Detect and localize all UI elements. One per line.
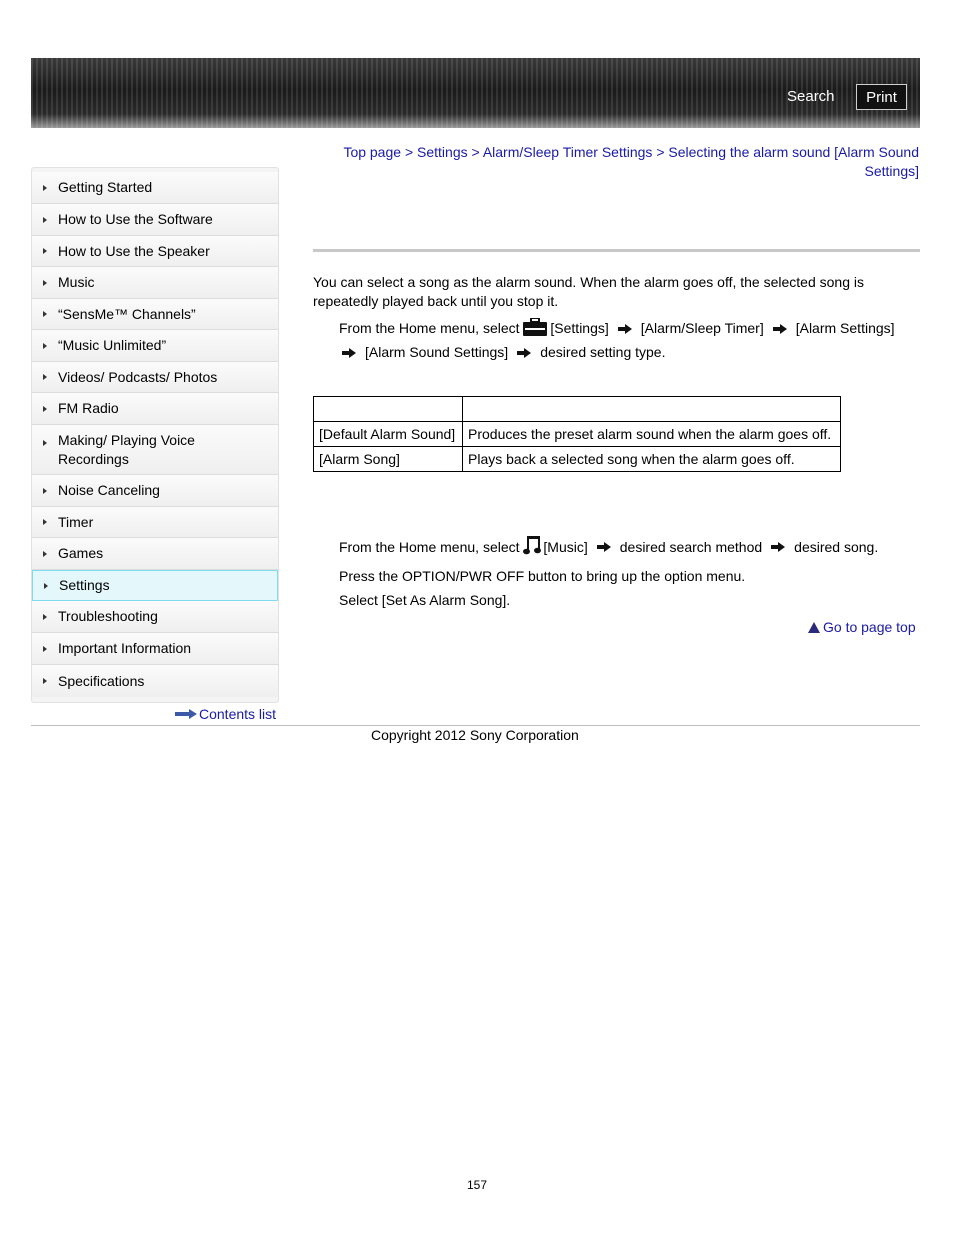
sidebar-item-games[interactable] bbox=[32, 538, 278, 570]
arrow-right-icon bbox=[597, 542, 611, 552]
triangle-right-icon bbox=[43, 614, 47, 620]
table-header-cell bbox=[463, 397, 841, 422]
triangle-right-icon bbox=[43, 678, 47, 684]
sidebar-item-label: Timer bbox=[58, 513, 94, 530]
step-4: Select [Set As Alarm Song]. bbox=[339, 592, 511, 608]
sidebar-item-label: Music bbox=[58, 274, 95, 290]
table-cell-name: [Default Alarm Sound] bbox=[314, 422, 463, 447]
step-text: desired song. bbox=[794, 538, 879, 555]
sidebar-item-label: Games bbox=[58, 545, 104, 561]
print-button[interactable]: Print bbox=[856, 84, 907, 110]
arrow-right-icon bbox=[618, 324, 632, 334]
table-header-row bbox=[314, 397, 841, 422]
triangle-right-icon bbox=[43, 551, 47, 557]
search-link[interactable]: Search bbox=[787, 88, 835, 105]
sidebar-item-getting-started[interactable] bbox=[32, 172, 278, 204]
step-3: Press the OPTION/PWR OFF button to bring up the option menu. bbox=[339, 568, 746, 584]
arrow-right-icon bbox=[175, 709, 197, 719]
table-row bbox=[314, 422, 841, 447]
sidebar-item-label: Making/ Playing Voice Recordings bbox=[58, 431, 195, 467]
step-text: [Music] bbox=[543, 538, 588, 555]
breadcrumb-separator: > bbox=[656, 144, 665, 160]
intro-text: You can select a song as the alarm sound. When the alarm goes off, the selected song is repeatedly played back until you stop it. bbox=[313, 274, 865, 309]
sidebar-item-label: Important Information bbox=[58, 640, 192, 656]
sidebar-item-timer[interactable] bbox=[32, 507, 278, 538]
triangle-right-icon bbox=[43, 343, 47, 349]
breadcrumb-alarm-sleep[interactable]: Alarm/Sleep Timer Settings bbox=[482, 144, 653, 160]
contents-list-label: Contents list bbox=[199, 706, 277, 722]
footer-divider bbox=[31, 725, 920, 726]
sidebar-item-label: How to Use the Speaker bbox=[58, 242, 210, 259]
sidebar-item-videos[interactable] bbox=[32, 362, 278, 393]
sidebar-item-troubleshooting[interactable] bbox=[32, 601, 278, 633]
settings-table bbox=[313, 396, 841, 472]
sidebar-item-voice-recordings[interactable] bbox=[32, 425, 278, 475]
triangle-right-icon bbox=[43, 185, 47, 191]
table-cell-desc: Produces the preset alarm sound when the alarm goes off. bbox=[463, 422, 841, 447]
title-divider bbox=[313, 249, 920, 252]
sidebar-item-label: Troubleshooting bbox=[58, 608, 158, 624]
arrow-right-icon bbox=[773, 324, 787, 334]
sidebar-item-label: Videos/ Podcasts/ Photos bbox=[58, 368, 218, 385]
sidebar-item-specifications[interactable] bbox=[32, 665, 278, 697]
sidebar-item-label: Getting Started bbox=[58, 179, 153, 195]
music-note-icon bbox=[523, 535, 541, 555]
step-text: desired search method bbox=[619, 538, 763, 555]
triangle-up-icon bbox=[808, 622, 820, 633]
page-top-label: Go to page top bbox=[823, 619, 916, 635]
table-header-cell bbox=[314, 397, 463, 422]
step-text: desired setting type. bbox=[540, 344, 666, 360]
sidebar-item-label: “SensMe™ Channels” bbox=[58, 305, 196, 322]
triangle-right-icon bbox=[43, 280, 47, 286]
triangle-right-icon bbox=[43, 311, 47, 317]
sidebar-item-settings[interactable] bbox=[32, 570, 278, 601]
triangle-right-icon bbox=[43, 440, 47, 446]
step-1-line-1 bbox=[339, 319, 895, 338]
step-text: [Settings] bbox=[550, 320, 609, 336]
arrow-right-icon bbox=[517, 348, 531, 358]
triangle-right-icon bbox=[43, 406, 47, 412]
arrow-right-icon bbox=[771, 542, 785, 552]
sidebar-item-label: Settings bbox=[59, 577, 110, 593]
copyright-text: Copyright 2012 Sony Corporation bbox=[371, 727, 579, 743]
sidebar-item-label: FM Radio bbox=[58, 400, 119, 416]
step-text: [Alarm Sound Settings] bbox=[365, 344, 509, 360]
breadcrumb-current-page-cont[interactable]: Settings] bbox=[864, 163, 919, 179]
step-2 bbox=[339, 537, 878, 557]
step-1-line-2 bbox=[339, 343, 665, 362]
arrow-right-icon bbox=[342, 348, 356, 358]
breadcrumb-top-page[interactable]: Top page bbox=[343, 144, 402, 160]
sidebar-item-music-unlimited[interactable] bbox=[32, 330, 278, 362]
go-to-page-top-link[interactable] bbox=[808, 619, 916, 635]
step-text: [Alarm Settings] bbox=[795, 320, 895, 336]
sidebar-item-label: How to Use the Software bbox=[58, 211, 213, 227]
table-cell-desc: Plays back a selected song when the alarm goes off. bbox=[463, 447, 841, 472]
sidebar-item-label: Noise Canceling bbox=[58, 482, 160, 498]
sidebar-item-sensme[interactable] bbox=[32, 299, 278, 330]
sidebar-item-fm-radio[interactable] bbox=[32, 393, 278, 425]
page-number: 157 bbox=[467, 1178, 488, 1192]
sidebar-nav bbox=[31, 167, 279, 703]
table-cell-name: [Alarm Song] bbox=[314, 447, 463, 472]
breadcrumb-separator: > bbox=[404, 144, 414, 160]
sidebar-item-label: “Music Unlimited” bbox=[58, 337, 167, 353]
contents-list-link[interactable] bbox=[175, 706, 276, 722]
step-text: From the Home menu, select bbox=[339, 320, 520, 336]
breadcrumb-settings[interactable]: Settings bbox=[417, 144, 468, 160]
sidebar-item-speaker[interactable] bbox=[32, 236, 278, 267]
sidebar-item-important-information[interactable] bbox=[32, 633, 278, 665]
step-text: [Alarm/Sleep Timer] bbox=[640, 320, 764, 336]
sidebar-item-music[interactable] bbox=[32, 267, 278, 299]
triangle-right-icon bbox=[43, 646, 47, 652]
triangle-right-icon bbox=[43, 217, 47, 223]
sidebar-item-label: Specifications bbox=[58, 672, 145, 689]
toolbox-icon bbox=[523, 318, 547, 336]
triangle-right-icon bbox=[43, 488, 47, 494]
triangle-right-icon bbox=[43, 248, 47, 254]
table-row bbox=[314, 447, 841, 472]
triangle-right-icon bbox=[44, 583, 48, 589]
sidebar-item-noise-canceling[interactable] bbox=[32, 475, 278, 507]
breadcrumb bbox=[313, 143, 919, 181]
triangle-right-icon bbox=[43, 374, 47, 380]
step-text: From the Home menu, select bbox=[339, 538, 520, 555]
sidebar-item-software[interactable] bbox=[32, 204, 278, 236]
breadcrumb-current-page[interactable]: Selecting the alarm sound [Alarm Sound bbox=[668, 144, 919, 160]
triangle-right-icon bbox=[43, 519, 47, 525]
breadcrumb-separator: > bbox=[471, 144, 480, 160]
header-bar bbox=[31, 58, 920, 128]
